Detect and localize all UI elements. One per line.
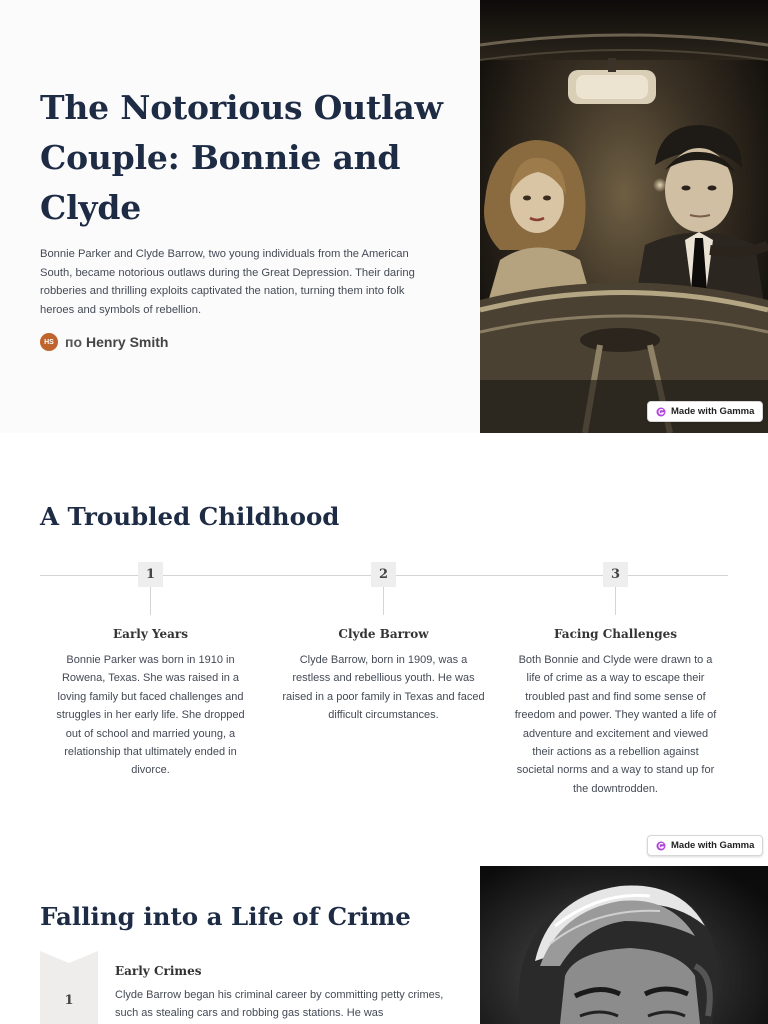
timeline-step-2: 2 bbox=[371, 562, 396, 587]
step-title: Early Years bbox=[113, 627, 188, 641]
step-title: Facing Challenges bbox=[553, 627, 678, 641]
crime-title: Falling into a Life of Crime bbox=[40, 902, 411, 931]
hero-section bbox=[0, 0, 768, 433]
step-text: Bonnie Parker was born in 1910 in Rowena, Texas. She was raised in a loving family but faced challenges and struggles in her early life. She dropped out of school and married young, a relationship that ultimately ended in divorce. bbox=[56, 654, 245, 777]
timeline-column-2 bbox=[281, 624, 486, 725]
step-text: Clyde Barrow began his criminal career by committing petty crimes, such as stealing cars and robbing gas stations. He was bbox=[115, 989, 444, 1020]
timeline-column-1 bbox=[48, 624, 253, 780]
clyde-portrait-photo bbox=[480, 866, 768, 1024]
step-number: 1 bbox=[64, 993, 74, 1008]
gamma-logo-icon bbox=[656, 407, 666, 417]
made-with-gamma-label: Made with Gamma bbox=[671, 406, 755, 417]
author-byline[interactable] bbox=[40, 333, 168, 351]
hero-description: Bonnie Parker and Clyde Barrow, two young individuals from the American South, became notorious outlaws during the Great Depression. Their daring robberies and thrilling exploits captivated the nation, turning them into folk heroes and symbols of rebellion. bbox=[40, 248, 415, 316]
author-prefix: по bbox=[65, 334, 83, 350]
step-title: Early Crimes bbox=[115, 964, 202, 978]
avatar: HS bbox=[40, 333, 58, 351]
timeline-stem bbox=[383, 587, 384, 615]
car-couple-photo bbox=[480, 0, 768, 433]
step-text: Clyde Barrow, born in 1909, was a restless and rebellious youth. He was raised in a poor family in Texas and faced difficult circumstances. bbox=[282, 654, 485, 722]
timeline-stem bbox=[615, 587, 616, 615]
car-couple-illustration bbox=[480, 0, 768, 433]
timeline-stem bbox=[150, 587, 151, 615]
gamma-logo-icon bbox=[656, 841, 666, 851]
made-with-gamma-label: Made with Gamma bbox=[671, 840, 755, 851]
made-with-gamma-badge[interactable] bbox=[647, 401, 763, 422]
made-with-gamma-badge[interactable] bbox=[647, 835, 763, 856]
timeline-column-3 bbox=[513, 624, 718, 798]
timeline-step-3: 3 bbox=[603, 562, 628, 587]
author-name: Henry Smith bbox=[86, 334, 169, 350]
childhood-title: A Troubled Childhood bbox=[40, 502, 340, 531]
step-chevron bbox=[40, 951, 98, 1024]
step-title: Clyde Barrow bbox=[338, 627, 429, 641]
clyde-portrait-illustration bbox=[480, 866, 768, 1024]
page-title: The Notorious Outlaw Couple: Bonnie and Clyde bbox=[40, 88, 443, 227]
step-text: Both Bonnie and Clyde were drawn to a life of crime as a way to escape their troubled past and find some sense of freedom and power. They wanted a life of adventure and excitement and viewed their actions as a rebellion against societal norms and a way to stand up for the downtrodden. bbox=[514, 654, 717, 795]
timeline-step-1: 1 bbox=[138, 562, 163, 587]
